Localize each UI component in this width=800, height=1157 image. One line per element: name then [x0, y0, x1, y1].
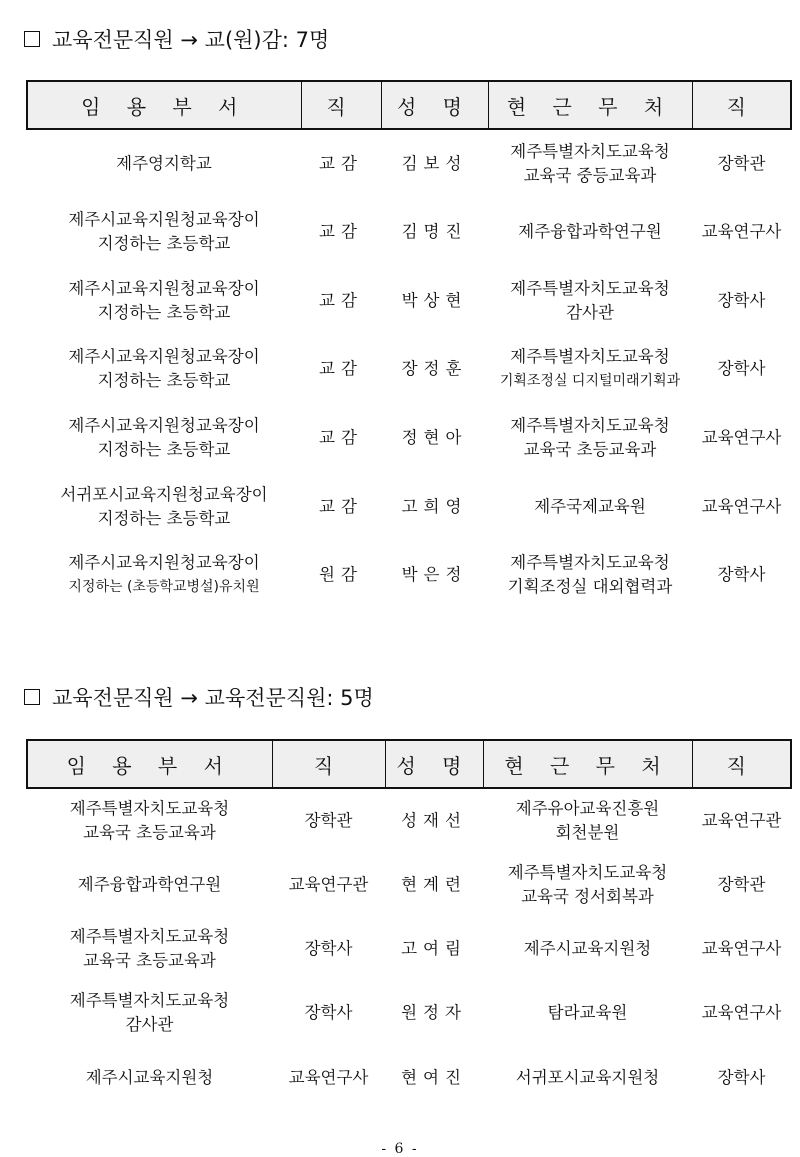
workplace-cell — [483, 852, 692, 916]
dept-cell — [27, 1046, 272, 1110]
current-position-cell: 장학관 — [717, 153, 766, 173]
table-row — [27, 1046, 791, 1110]
current-position-cell: 교육연구사 — [701, 938, 782, 958]
section1-heading — [24, 24, 329, 54]
dept-cell — [27, 981, 272, 1045]
table-row — [27, 917, 791, 981]
workplace-cell — [488, 472, 692, 541]
workplace-line: 제주국제교육원 — [534, 496, 646, 516]
current-position-cell: 교육연구사 — [701, 222, 782, 242]
dept-line: 제주시교육지원청교육장이 — [68, 416, 260, 436]
section2-table — [26, 739, 792, 1110]
name-cell: 박상현 — [401, 290, 468, 310]
dept-line: 지정하는 (초등학교병설)유치원 — [68, 579, 260, 596]
workplace-line: 교육국 초등교육과 — [523, 440, 657, 460]
workplace-line: 제주융합과학연구원 — [518, 222, 662, 242]
name-cell: 원정자 — [401, 1003, 467, 1023]
table-row — [27, 472, 791, 541]
current-position-cell: 교육연구사 — [701, 1003, 782, 1023]
workplace-line: 제주특별자치도교육청 — [510, 141, 670, 161]
name-cell: 현여진 — [401, 1067, 467, 1087]
dept-line: 제주시교육지원청교육장이 — [68, 347, 260, 367]
table-row — [27, 129, 791, 198]
dept-line: 제주특별자치도교육청 — [69, 798, 230, 818]
workplace-cell — [488, 404, 692, 473]
name-cell: 성재선 — [401, 810, 467, 830]
page-number: - 6 - — [381, 1141, 419, 1157]
workplace-cell — [488, 129, 692, 198]
workplace-line: 서귀포시교육지원청 — [515, 1067, 660, 1087]
dept-cell — [27, 472, 301, 541]
dept-line: 제주특별자치도교육청 — [69, 926, 230, 946]
current-position-cell: 장학사 — [717, 1067, 766, 1087]
dept-line: 제주시교육지원청교육장이 — [68, 553, 260, 573]
workplace-line: 기획조정실 대외협력과 — [507, 577, 673, 597]
workplace-line: 교육국 정서회복과 — [521, 886, 654, 906]
header-position: 직 — [301, 81, 381, 129]
name-cell: 고희영 — [401, 496, 468, 516]
dept-line: 제주시교육지원청교육장이 — [68, 278, 260, 298]
current-position-cell: 장학사 — [717, 359, 766, 379]
dept-line: 지정하는 초등학교 — [97, 302, 231, 322]
header-current-position: 직 — [692, 81, 791, 129]
table-row — [27, 266, 791, 335]
workplace-line: 제주특별자치도교육청 — [510, 553, 670, 573]
table-row — [27, 788, 791, 852]
workplace-line: 제주특별자치도교육청 — [510, 416, 670, 436]
header-name: 성 명 — [381, 81, 488, 129]
workplace-line: 기획조정실 디지털미래기획과 — [499, 373, 681, 390]
table-row — [27, 198, 791, 267]
dept-cell — [27, 129, 301, 198]
header-dept: 임 용 부 서 — [27, 740, 272, 788]
position-cell: 교감 — [319, 222, 363, 242]
workplace-cell — [488, 541, 692, 610]
workplace-cell — [483, 788, 692, 852]
workplace-line: 감사관 — [566, 302, 614, 322]
workplace-cell — [483, 917, 692, 981]
dept-line: 서귀포시교육지원청교육장이 — [60, 484, 268, 504]
header-current-position: 직 — [692, 740, 791, 788]
current-position-cell: 장학사 — [717, 565, 766, 585]
header-name: 성 명 — [385, 740, 483, 788]
current-position-cell: 교육연구사 — [701, 496, 782, 516]
name-cell: 박은정 — [401, 565, 468, 585]
dept-line: 교육국 초등교육과 — [83, 822, 216, 842]
dept-line: 지정하는 초등학교 — [97, 508, 231, 528]
workplace-line: 탐라교육원 — [547, 1003, 628, 1023]
name-cell: 정현아 — [401, 428, 468, 448]
header-workplace: 현 근 무 처 — [483, 740, 692, 788]
section1-table — [26, 80, 792, 610]
workplace-line: 제주특별자치도교육청 — [510, 347, 670, 367]
position-cell: 교감 — [319, 496, 363, 516]
name-cell: 고여림 — [401, 938, 467, 958]
position-cell: 원감 — [319, 565, 363, 585]
name-cell: 김명진 — [401, 222, 468, 242]
current-position-cell: 장학사 — [717, 290, 766, 310]
current-position-cell: 교육연구사 — [701, 428, 782, 448]
workplace-line: 제주특별자치도교육청 — [507, 862, 668, 882]
dept-line: 제주융합과학연구원 — [77, 874, 222, 894]
workplace-line: 교육국 중등교육과 — [523, 165, 657, 185]
table-row — [27, 541, 791, 610]
dept-line: 감사관 — [125, 1015, 174, 1035]
dept-line: 제주시교육지원청교육장이 — [68, 210, 260, 230]
workplace-cell — [488, 198, 692, 267]
position-cell: 교감 — [319, 359, 363, 379]
workplace-line: 제주특별자치도교육청 — [510, 278, 670, 298]
table-header-row — [27, 740, 791, 788]
table-row — [27, 852, 791, 916]
position-cell: 장학사 — [304, 1003, 353, 1023]
workplace-line: 제주시교육지원청 — [523, 938, 652, 958]
dept-cell — [27, 198, 301, 267]
dept-line: 제주특별자치도교육청 — [69, 991, 230, 1011]
position-cell: 교감 — [319, 290, 363, 310]
position-cell: 장학관 — [304, 810, 353, 830]
header-position: 직 — [272, 740, 385, 788]
dept-cell — [27, 266, 301, 335]
name-cell: 김보성 — [401, 153, 468, 173]
position-cell: 교육연구관 — [288, 874, 369, 894]
name-cell: 장정훈 — [401, 359, 468, 379]
name-cell: 현계련 — [401, 874, 467, 894]
section1-title: 교육전문직원 → 교(원)감: 7명 — [52, 28, 330, 52]
dept-cell — [27, 335, 301, 404]
position-cell: 교감 — [319, 153, 363, 173]
header-dept: 임 용 부 서 — [27, 81, 301, 129]
dept-cell — [27, 917, 272, 981]
workplace-line: 제주유아교육진흥원 — [515, 798, 660, 818]
current-position-cell: 교육연구관 — [701, 810, 782, 830]
workplace-line: 회천분원 — [555, 822, 620, 842]
position-cell: 교감 — [319, 428, 363, 448]
dept-line: 교육국 초등교육과 — [83, 950, 216, 970]
dept-line: 제주시교육지원청 — [85, 1067, 214, 1087]
table-row — [27, 335, 791, 404]
workplace-cell — [488, 335, 692, 404]
current-position-cell: 장학관 — [717, 874, 766, 894]
dept-cell — [27, 404, 301, 473]
dept-line: 지정하는 초등학교 — [97, 440, 231, 460]
table-header-row — [27, 81, 791, 129]
dept-line: 제주영지학교 — [116, 153, 212, 173]
dept-cell — [27, 852, 272, 916]
workplace-cell — [483, 981, 692, 1045]
checkbox-bullet-icon — [24, 31, 40, 47]
header-workplace: 현 근 무 처 — [488, 81, 692, 129]
workplace-cell — [488, 266, 692, 335]
dept-cell — [27, 788, 272, 852]
dept-line: 지정하는 초등학교 — [97, 234, 231, 254]
dept-cell — [27, 541, 301, 610]
position-cell: 교육연구사 — [288, 1067, 369, 1087]
dept-line: 지정하는 초등학교 — [97, 371, 231, 391]
section2-heading — [24, 682, 374, 712]
section2-title: 교육전문직원 → 교육전문직원: 5명 — [52, 686, 374, 710]
checkbox-bullet-icon — [24, 689, 40, 705]
position-cell: 장학사 — [304, 938, 353, 958]
table-row — [27, 981, 791, 1045]
workplace-cell — [483, 1046, 692, 1110]
table-row — [27, 404, 791, 473]
